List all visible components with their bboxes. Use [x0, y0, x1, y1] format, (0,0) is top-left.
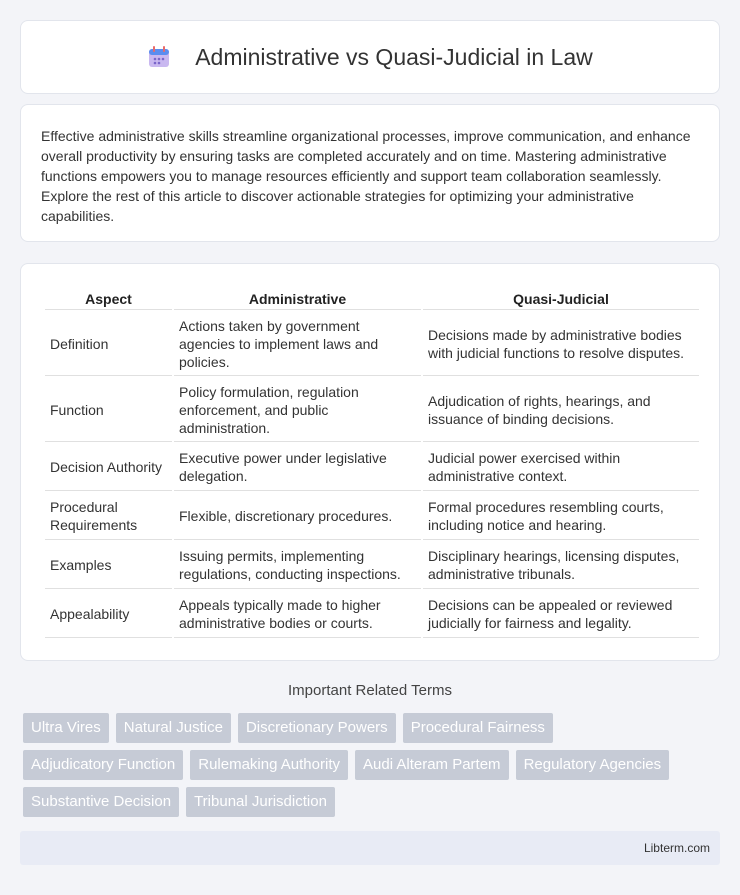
tag-natural-justice[interactable]: Natural Justice: [116, 713, 231, 743]
footer: [20, 831, 720, 865]
page-title: Administrative vs Quasi-Judicial in Law: [195, 43, 593, 70]
tag-regulatory-agencies[interactable]: Regulatory Agencies: [516, 750, 670, 780]
table-row: [45, 312, 699, 376]
table-row: [45, 591, 699, 638]
table-row: [45, 542, 699, 589]
quasi-judicial-cell: Decisions made by administrative bodies with judicial functions to resolve disputes.: [423, 312, 699, 376]
tag-adjudicatory-function[interactable]: Adjudicatory Function: [23, 750, 183, 780]
header-quasi-judicial: Quasi-Judicial: [423, 286, 699, 310]
title-card: [20, 20, 720, 94]
related-terms-title: Important Related Terms: [288, 682, 452, 699]
aspect-cell: Examples: [45, 542, 172, 589]
aspect-cell: Decision Authority: [45, 444, 172, 491]
tag-ultra-vires[interactable]: Ultra Vires: [23, 713, 109, 743]
intro-text: Effective administrative skills streamline organizational processes, improve communication, and enhance overall productivity by ensuring tasks are completed accurately and on time. Mastering administrative functions empowers you to manage resources efficiently and support team collaboration seamlessly. Explore the rest of this article to discover actionable strategies for optimizing your administrative capabilities.: [41, 128, 691, 224]
tag-rulemaking-authority[interactable]: Rulemaking Authority: [190, 750, 348, 780]
calendar-icon: [147, 45, 171, 69]
quasi-judicial-cell: Formal procedures resembling courts, including notice and hearing.: [423, 493, 699, 540]
tag-substantive-decision[interactable]: Substantive Decision: [23, 787, 179, 817]
table-row: [45, 444, 699, 491]
quasi-judicial-cell: Decisions can be appealed or reviewed judicially for fairness and legality.: [423, 591, 699, 638]
quasi-judicial-cell: Adjudication of rights, hearings, and issuance of binding decisions.: [423, 378, 699, 442]
tag-row: [23, 713, 723, 743]
aspect-cell: Appealability: [45, 591, 172, 638]
header-aspect: Aspect: [45, 286, 172, 310]
administrative-cell: Appeals typically made to higher administrative bodies or courts.: [174, 591, 421, 638]
administrative-cell: Flexible, discretionary procedures.: [174, 493, 421, 540]
administrative-cell: Actions taken by government agencies to implement laws and policies.: [174, 312, 421, 376]
table-row: [45, 378, 699, 442]
aspect-cell: Function: [45, 378, 172, 442]
aspect-cell: Procedural Requirements: [45, 493, 172, 540]
table-header-row: [45, 286, 699, 310]
tag-row: [23, 787, 723, 817]
tag-tribunal-jurisdiction[interactable]: Tribunal Jurisdiction: [186, 787, 335, 817]
footer-site-link[interactable]: Libterm.com: [643, 841, 710, 855]
comparison-card: [20, 263, 720, 661]
administrative-cell: Policy formulation, regulation enforcement, and public administration.: [174, 378, 421, 442]
tag-row: [23, 750, 723, 780]
administrative-cell: Executive power under legislative delegation.: [174, 444, 421, 491]
administrative-cell: Issuing permits, implementing regulations, conducting inspections.: [174, 542, 421, 589]
tag-discretionary-powers[interactable]: Discretionary Powers: [238, 713, 396, 743]
header-administrative: Administrative: [174, 286, 421, 310]
comparison-table: [43, 284, 701, 640]
related-terms-tags: [23, 713, 723, 824]
aspect-cell: Definition: [45, 312, 172, 376]
tag-audi-alteram-partem[interactable]: Audi Alteram Partem: [355, 750, 509, 780]
table-row: [45, 493, 699, 540]
intro-card: [20, 104, 720, 242]
tag-procedural-fairness[interactable]: Procedural Fairness: [403, 713, 553, 743]
quasi-judicial-cell: Judicial power exercised within administrative context.: [423, 444, 699, 491]
quasi-judicial-cell: Disciplinary hearings, licensing disputes, administrative tribunals.: [423, 542, 699, 589]
